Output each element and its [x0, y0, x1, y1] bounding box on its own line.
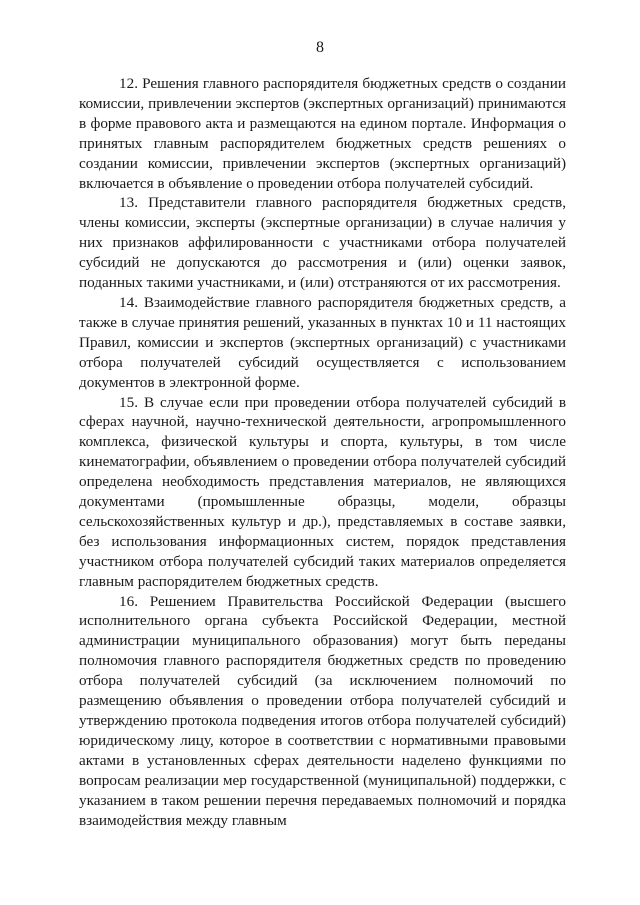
paragraph-15: 15. В случае если при проведении отбора получателей субсидий в сферах научной, научно-технической деятельности, агропромышленного комплекса, физической культуры и спорта, культуры, в том числе кинематографии, объявлением о проведении отбора получателей субсидий определена необходимость представления материалов, не являющихся документами (промышленные образцы, модели, образцы сельскохозяйственных культур и др.), представляемых в составе заявки, без использования информационных систем, порядок представления участником отбора получателей субсидий таких материалов определяется главным распорядителем бюджетных средств.: [79, 393, 566, 590]
paragraph-13: 13. Представители главного распорядителя бюджетных средств, члены комиссии, эксперты (экспертные организации) в случае наличия у них признаков аффилированности с участниками отбора получателей субсидий не допускаются до рассмотрения и (или) оценки заявок, поданных такими участниками, и (или) отстраняются от их рассмотрения.: [79, 194, 566, 292]
paragraph-16: 16. Решением Правительства Российской Федерации (высшего исполнительного органа субъекта Российской Федерации, местной администрации муниципального образования) могут быть переданы полномочия главного распорядителя бюджетных средств по проведению отбора получателей субсидий (за исключением полномочий по размещению объявления о проведении отбора получателей субсидий и утверждению протокола подведения итогов отбора получателей субсидий) юридическому лицу, которое в соответствии с нормативными правовыми актами в установленных сферах деятельности наделено функциями по вопросам реализации мер государственной (муниципальной) поддержки, с указанием в таком решении перечня передаваемых полномочий и порядка взаимодействия между главным: [79, 592, 566, 829]
page-number: 8: [316, 39, 324, 56]
document-body: [79, 74, 566, 830]
paragraph-12: 12. Решения главного распорядителя бюджетных средств о создании комиссии, привлечении экспертов (экспертных организаций) принимаются в форме правового акта и размещаются на едином портале. Информация о принятых главным распорядителем бюджетных средств решениях о создании комиссии, привлечении экспертов (экспертных организаций) включается в объявление о проведении отбора получателей субсидий.: [79, 75, 566, 192]
paragraph-14: 14. Взаимодействие главного распорядителя бюджетных средств, а также в случае принятия решений, указанных в пунктах 10 и 11 настоящих Правил, комиссии и экспертов (экспертных организаций) с участниками отбора получателей субсидий осуществляется с использованием документов в электронной форме.: [79, 293, 566, 391]
